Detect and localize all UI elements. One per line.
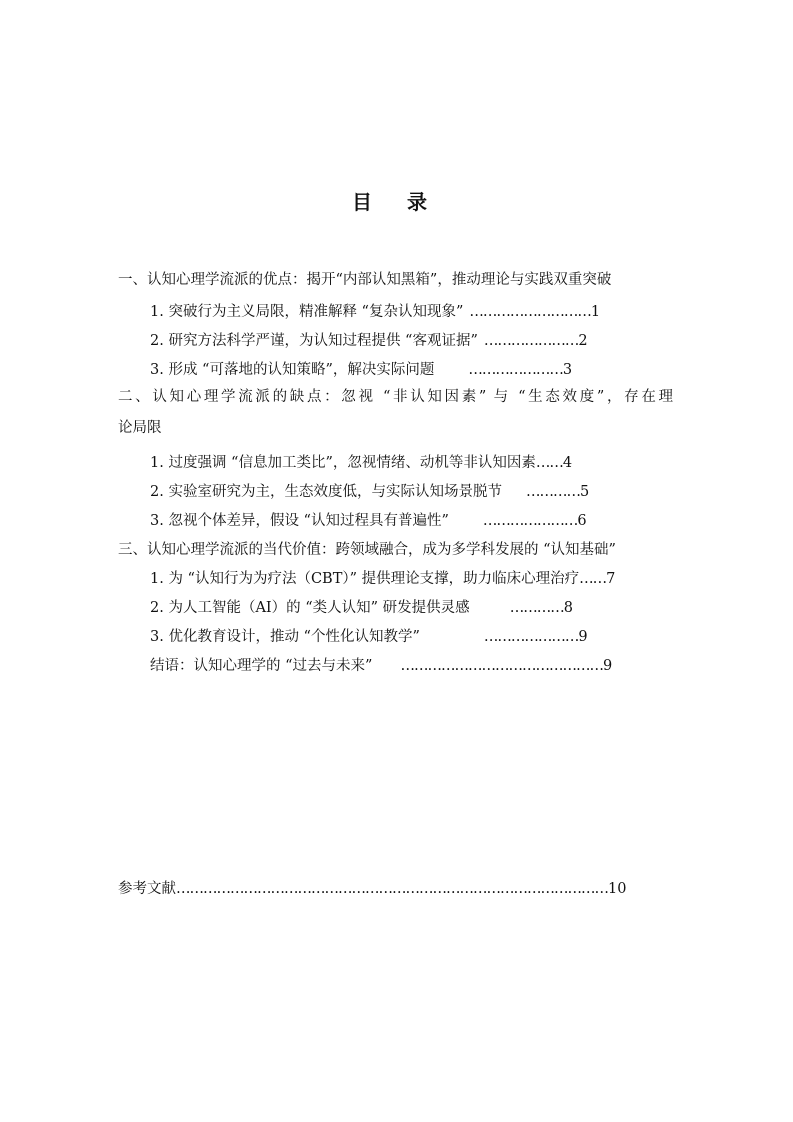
toc-page-number: 8	[563, 600, 573, 616]
toc-page-number: 10	[608, 881, 627, 897]
toc-leader-dots: …………	[525, 484, 580, 500]
toc-item-1-2[interactable]	[150, 331, 588, 351]
toc-item-text: 1. 为 “认知行为为疗法（CBT）” 提供理论支撑，助力临床心理治疗	[150, 571, 580, 587]
toc-page-number: 3	[562, 362, 573, 378]
toc-page-number: 9	[578, 629, 588, 645]
toc-leader-dots: …………	[509, 600, 564, 616]
toc-page-number: 2	[578, 333, 588, 349]
toc-item-1-1[interactable]	[150, 302, 600, 322]
toc-section-heading-3[interactable]	[118, 540, 616, 560]
toc-heading-text-line2: 论局限	[118, 420, 162, 436]
page-title: 目 录	[352, 190, 441, 214]
toc-heading-text: 三、认知心理学流派的当代价值：跨领域融合，成为多学科发展的 “认知基础”	[118, 542, 616, 558]
toc-leader-dots: ……	[535, 455, 563, 471]
toc-leader-dots: …………………	[483, 629, 579, 645]
toc-section-heading-1[interactable]	[118, 270, 611, 290]
toc-heading-text-line1: 二、认知心理学流派的缺点：忽视 “非认知因素” 与 “生态效度”，存在理	[118, 389, 673, 405]
toc-heading-text: 一、认知心理学流派的优点：揭开“内部认知黑箱”，推动理论与实践双重突破	[118, 272, 612, 288]
toc-page-number: 1	[590, 304, 601, 320]
toc-item-2-3[interactable]	[150, 511, 587, 531]
toc-item-text: 3. 忽视个体差异，假设 “认知过程具有普遍性”	[150, 513, 449, 529]
toc-item-2-1[interactable]	[150, 453, 572, 473]
toc-item-text: 2. 研究方法科学严谨，为认知过程提供 “客观证据”	[150, 333, 478, 349]
toc-item-3-1[interactable]	[150, 569, 615, 589]
toc-leader-dots: …………………	[482, 513, 578, 529]
toc-page-number: 6	[577, 513, 587, 529]
toc-leader-dots: ………………………………………	[400, 658, 603, 674]
toc-item-text: 2. 实验室研究为主，生态效度低，与实际认知场景脱节	[150, 484, 502, 500]
toc-item-3-3[interactable]	[150, 627, 588, 647]
toc-leader-dots: …………………	[468, 362, 563, 378]
toc-item-3-4[interactable]	[150, 656, 612, 676]
toc-leader-dots: ………………………	[469, 304, 591, 320]
toc-leader-dots: …………………	[483, 333, 579, 349]
toc-leader-dots: ……	[579, 571, 607, 587]
toc-references[interactable]	[118, 879, 626, 899]
toc-item-text: 3. 形成 “可落地的认知策略”，解决实际问题	[150, 362, 435, 378]
toc-item-text: 结语：认知心理学的 “过去与未来”	[150, 658, 373, 674]
toc-page-number: 4	[562, 455, 573, 471]
toc-item-text: 参考文献	[118, 881, 176, 897]
toc-item-3-2[interactable]	[150, 598, 573, 618]
toc-item-text: 1. 过度强调 “信息加工类比”，忽视情绪、动机等非认知因素	[150, 455, 536, 471]
toc-item-text: 3. 优化教育设计，推动 “个性化认知教学”	[150, 629, 420, 645]
toc-item-2-2[interactable]	[150, 482, 589, 502]
toc-item-1-3[interactable]	[150, 360, 572, 380]
toc-item-text: 2. 为人工智能（AI）的 “类人认知” 研发提供灵感	[150, 600, 470, 616]
toc-leader-dots: ……………………………………………………………………………………	[176, 881, 608, 897]
toc-section-heading-2[interactable]	[118, 382, 673, 444]
toc-page-number: 9	[602, 658, 613, 674]
toc-page-number: 5	[579, 484, 590, 500]
toc-page-number: 7	[606, 571, 616, 587]
toc-item-text: 1. 突破行为主义局限，精准解释 “复杂认知现象”	[150, 304, 464, 320]
